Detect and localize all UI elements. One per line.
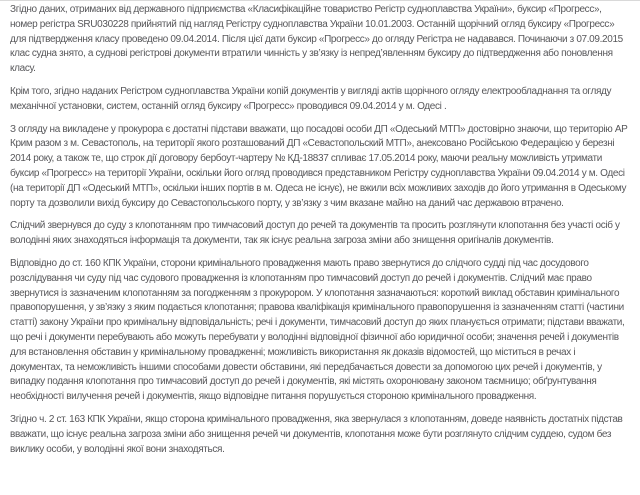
paragraph-article-160: Відповідно до ст. 160 КПК України, сторони кримінального провадження мають право звернутися до слідчого судді під час досудового розслідування чи суду під час судового провадження із клопотанням про тимчасовий доступ до речей і документів. Слідчий має право звернутися із зазначеним клопотанням за погодженням з прокурором. У клопотання зазначаються: короткий виклад обставин кримінального правопорушення, у зв’язку з яким подається клопотання; правова кваліфікація кримінального правопорушення із зазначенням статті (частини статті) закону України про кримінальну відповідальність; речі і документи, тимчасовий доступ до яких планується отримати; підстави вважати, що речі і документи перебувають або можуть перебувати у володінні відповідної фізичної або юридичної особи; значення речей і документів для встановлення обставин у кримінальному провадженні; можливість використання як доказів відомостей, що міститься в речах і документах, та неможливість іншими способами довести обставини, які передбачається довести за допомогою цих речей і документів, у випадку подання клопотання про тимчасовий доступ до речей і документів, які містять охоронювану законом таємницю; обґрунтування необхідності вилучення речей і документів, якщо відповідне питання порушується стороною кримінального провадження. [10, 257, 625, 403]
paragraph-register-copies: Крім того, згідно наданих Регістром судноплавства України копій документів у вигляді актів щорічного огляду електрообладнання та огляду механічної установки, систем, останній огляд буксиру «Прогресс» проводився 09.04.2014 у м. Одесі . [10, 85, 612, 112]
paragraph-register-data: Згідно даних, отриманих від державного підприємства «Класифікаційне товариство Регістр судноплавства України», буксир «Прогресс», номер регістра SRU030228 прийнятий під нагляд Регістру судноплавства України 10.01.2003. Останній щорічний огляд буксиру «Прогресс» для підтвердження класу проведено 09.04.2014. Після цієї дати буксир «Прогресс» до огляду Регістра не надавався. Починаючи з 07.09.2015 клас судна знято, а суднові регістрові документи втратили чинність у зв’язку із непред’явленням буксиру до підтвердження або поновлення класу. [10, 4, 623, 75]
paragraph-investigator-motion: Слідчий звернувся до суду з клопотанням про тимчасовий доступ до речей та документів та просить розглянути клопотання без участі осіб у володінні яких знаходяться інформація та документи, так як існує реальна загроза зміни або знищення оригіналів документів. [10, 220, 620, 247]
paragraph-prosecutor-grounds: З огляду на викладене у прокурора є достатні підстави вважати, що посадові особи ДП «Одеський МТП» достовірно знаючи, що територію АР Крим разом з м. Севастополь, на території якого розташований ДП «Севастопольский МТП», анексовано Російською Федерацією у березні 2014 року, а також те, що строк дії договору бербоут-чартеру № КД-18837 спливає 17.05.2014 року, маючи реальну можливість утримати буксир «Прогресс» на території України, оскільки його огляд проводився представником Регістру судноплавства України 09.04.2014 у м. Одесі (на території ДП «Одеський МТП», оскільки інших портів в м. Одеса не існує), не вжили всіх можливих заходів до його утримання в Одеському порту та дозволили вихід буксиру до Севастопольського порту, у зв’язку з чим вказане майно на даний час державою втрачено. [10, 123, 628, 209]
paragraph-article-163: Згідно ч. 2 ст. 163 КПК України, якщо сторона кримінального провадження, яка звернулася з клопотанням, доведе наявність достатніх підстав вважати, що існує реальна загроза зміни або знищення речей чи документів, клопотання може бути розглянуто слідчим суддею, судом без виклику особи, у володінні якої вони знаходяться. [10, 413, 623, 455]
